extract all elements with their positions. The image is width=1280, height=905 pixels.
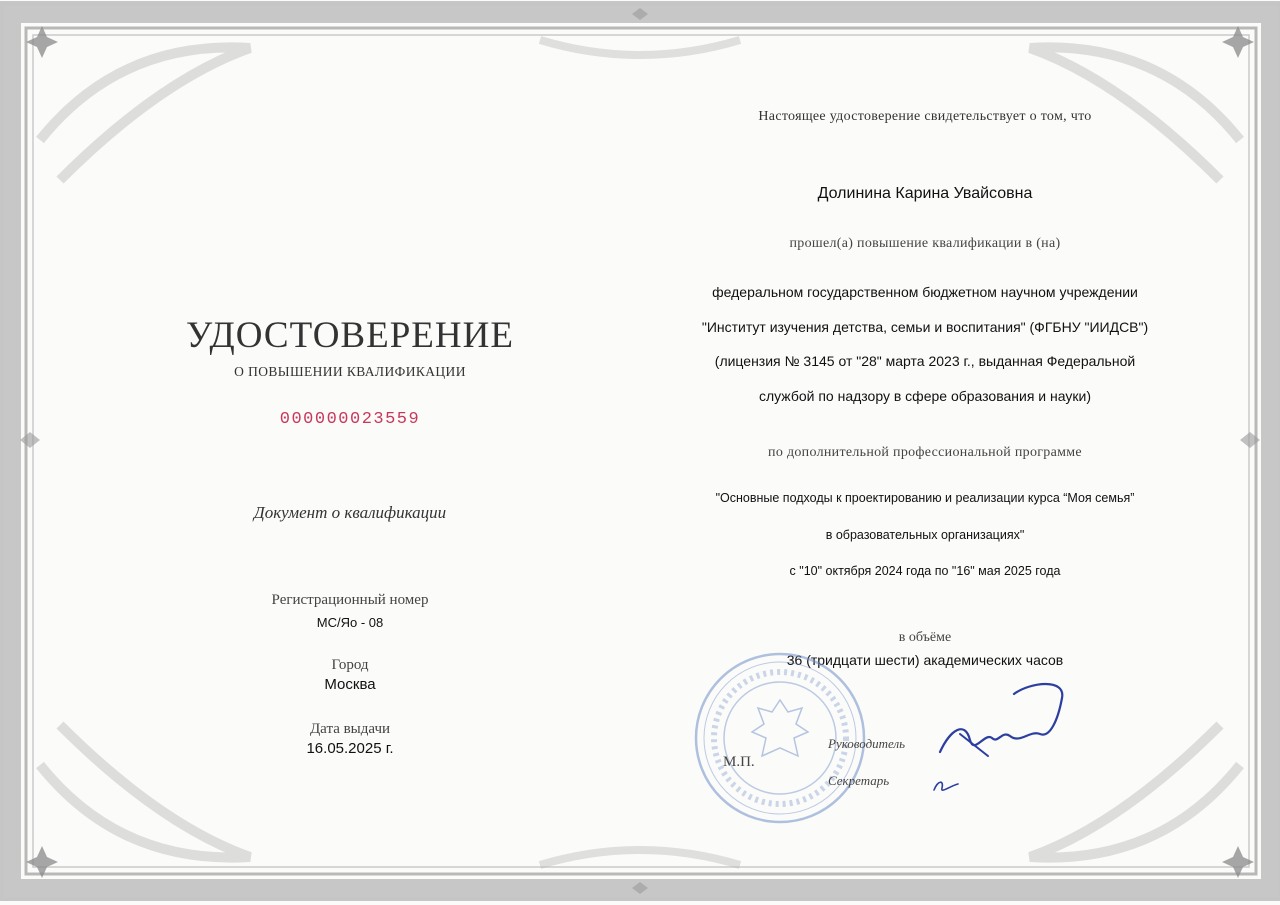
issue-date-value: 16.05.2025 г. (306, 740, 394, 757)
organization-line: службой по надзору в сфере образования и науки) (758, 388, 1091, 404)
registration-label: Регистрационный номер (271, 592, 429, 608)
head-signature (930, 660, 1080, 770)
program-title-line: в образовательных организациях" (825, 528, 1025, 542)
registration-number: МС/Яо - 08 (316, 615, 384, 630)
organization-line: "Институт изучения детства, семьи и воспитания" (ФГБНУ "ИИДСВ") (701, 319, 1149, 335)
organization-line: (лицензия № 3145 от "28" марта 2023 г., выданная Федеральной (714, 353, 1136, 369)
volume-value: 36 (тридцати шести) академических часов (786, 652, 1064, 668)
secretary-label: Секретарь (828, 773, 890, 788)
issue-date-label: Дата выдачи (309, 721, 391, 737)
document-type: Документ о квалификации (253, 503, 447, 522)
intro-text: Настоящее удостоверение свидетельствует о том, что (758, 109, 1092, 124)
organization-line: федеральном государственном бюджетном научном учреждении (712, 284, 1138, 300)
secretary-signature (928, 770, 968, 798)
study-period: с "10" октября 2024 года по "16" мая 2025 года (789, 564, 1061, 578)
volume-label: в объёме (898, 630, 952, 645)
seal-label: М.П. (723, 754, 755, 770)
recipient-name: Долинина Карина Увайсовна (817, 185, 1033, 202)
eagle-emblem-icon (752, 700, 808, 756)
city-label: Город (331, 657, 369, 673)
serial-number: 000000023559 (279, 410, 421, 429)
passed-text: прошел(а) повышение квалификации в (на) (789, 236, 1061, 251)
program-label: по дополнительной профессиональной программе (768, 445, 1082, 460)
head-label: Руководитель (828, 736, 906, 751)
certificate-title: УДОСТОВЕРЕНИЕ (186, 315, 514, 356)
city-value: Москва (324, 676, 376, 693)
program-title-line: "Основные подходы к проектированию и реализации курса “Моя семья” (715, 491, 1135, 505)
certificate-subtitle: О ПОВЫШЕНИИ КВАЛИФИКАЦИИ (234, 364, 466, 379)
